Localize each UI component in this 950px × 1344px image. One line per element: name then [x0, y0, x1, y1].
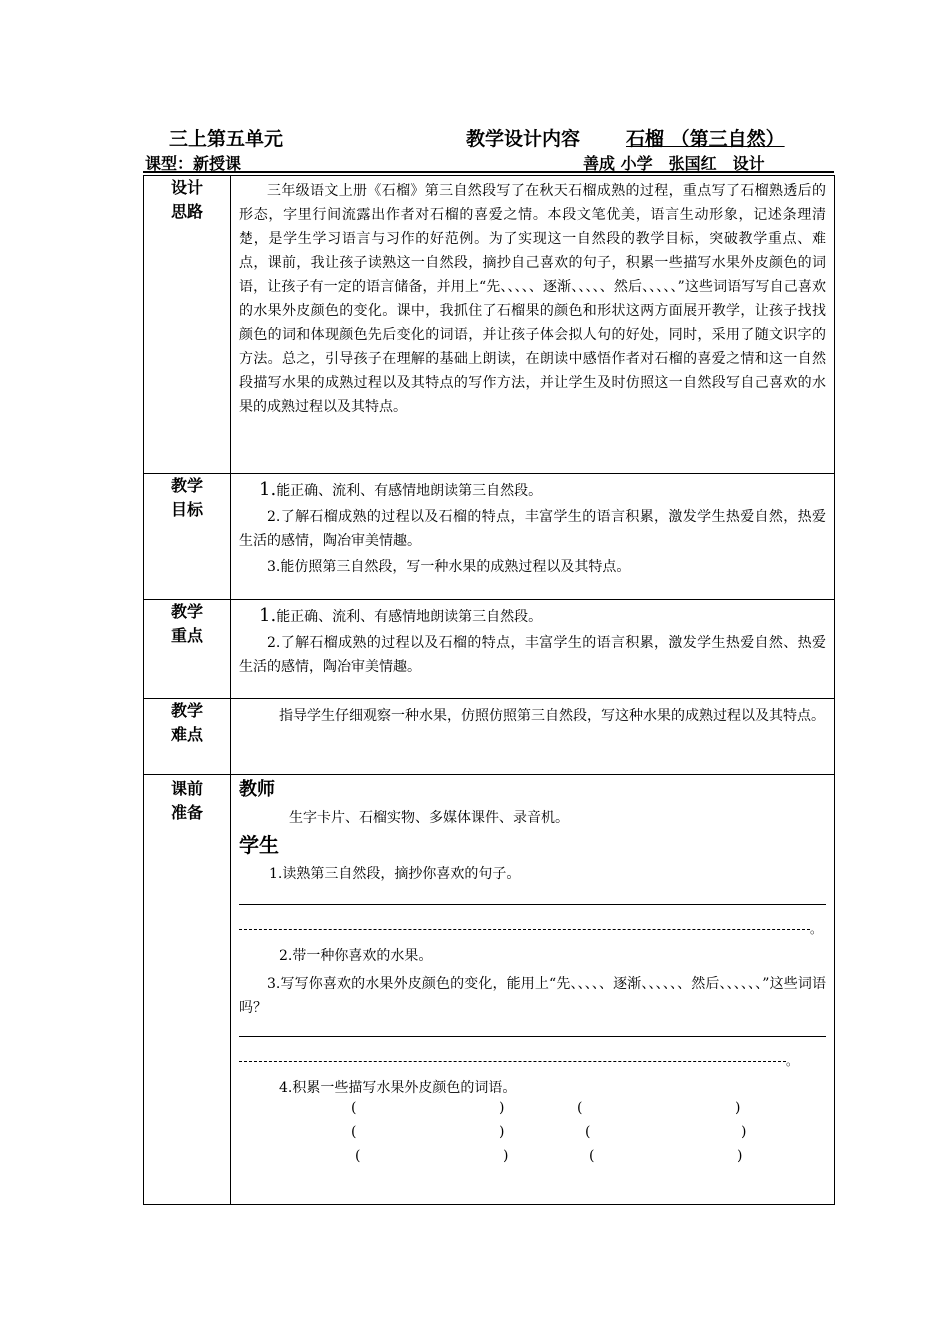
prep-content: [231, 775, 835, 1205]
header-separator: [143, 171, 834, 173]
designer: 善成 小学 张国红 设计: [583, 154, 765, 173]
content-label: 教学设计内容: [466, 128, 581, 150]
goal-item-2: 2.了解石榴成熟的过程以及石榴的特点，丰富学生的语言积累，激发学生热爱自然，热爱生活的感情，陶冶审美情趣。: [239, 509, 826, 549]
student-heading: 学生: [239, 833, 279, 857]
student-task-4: 4.积累一些描写水果外皮颜色的词语。: [279, 1080, 517, 1096]
difficulty-row: [144, 699, 835, 775]
answer-line-2: 。: [239, 929, 810, 930]
key-row: [144, 600, 835, 699]
goals-row: [144, 474, 835, 600]
goal-item-3: 3.能仿照第三自然段，写一种水果的成熟过程以及其特点。: [267, 559, 631, 575]
prep-label: 课前准备: [144, 775, 231, 1205]
goal-item-1: 1.能正确、流利、有感情地朗读第三自然段。: [259, 479, 543, 500]
unit-title: 三上第五单元: [169, 128, 284, 150]
paren-row-1: ( ) ( ): [351, 1100, 741, 1116]
key-item-2: 2.了解石榴成熟的过程以及石榴的特点，丰富学生的语言积累，激发学生热爱自然、热爱生活的感情，陶冶审美情趣。: [239, 635, 826, 675]
design-text: 三年级语文上册《石榴》第三自然段写了在秋天石榴成熟的过程，重点写了石榴熟透后的形态，字里行间流露出作者对石榴的喜爱之情。本段文笔优美，语言生动形象，记述条理清楚，是学生学习语言与习作的好范例。为了实现这一自然段的教学目标，突破教学重点、难点，课前，我让孩子读熟这一自然段，摘抄自己喜欢的句子，积累一些描写水果外皮颜色的词语，让孩子有一定的语言储备，并用上“先、、、、、逐渐、、、、、然后、、、、、”这些词语写写自己喜欢的水果外皮颜色的变化。课中，我抓住了石榴果的颜色和形状这两方面展开教学，让孩子找找颜色的词和体现颜色先后变化的词语，并让孩子体会拟人句的好处，同时，采用了随文识字的方法。总之，引导孩子在理解的基础上朗读，在朗读中感悟作者对石榴的喜爱之情和这一自然段描写水果的成熟过程以及其特点的写作方法，并让学生及时仿照这一自然段写自己喜欢的水果的成熟过程以及其特点。: [239, 183, 826, 415]
key-label: 教学重点: [144, 600, 231, 699]
lesson-title: 石榴 （第三自然）: [626, 128, 785, 150]
student-task-3: 3.写写你喜欢的水果外皮颜色的变化，能用上“先、、、、、逐渐、、、、、、然后、、、、、、”这些词语吗？: [239, 976, 826, 1016]
paren-row-3: ( ) ( ): [355, 1148, 743, 1164]
difficulty-text: 指导学生仔细观察一种水果，仿照仿照第三自然段，写这种水果的成熟过程以及其特点。: [279, 708, 825, 724]
design-label: 设计思路: [144, 176, 231, 474]
key-content: [231, 600, 835, 699]
key-item-1: 1.能正确、流利、有感情地朗读第三自然段。: [259, 605, 543, 626]
teacher-items: 生字卡片、石榴实物、多媒体课件、录音机。: [289, 810, 569, 826]
design-row: [144, 176, 835, 474]
difficulty-content: [231, 699, 835, 775]
design-content: [231, 176, 835, 474]
prep-row: [144, 775, 835, 1205]
teacher-heading: 教师: [239, 779, 275, 800]
course-type: 课型：新授课: [145, 154, 242, 173]
difficulty-label: 教学难点: [144, 699, 231, 775]
paren-row-2: ( ) ( ): [351, 1124, 747, 1140]
answer-line-4: 。: [239, 1061, 786, 1062]
goals-label: 教学目标: [144, 474, 231, 600]
student-task-2: 2.带一种你喜欢的水果。: [279, 948, 433, 964]
goals-content: [231, 474, 835, 600]
answer-line-3: [239, 1036, 826, 1037]
student-task-1: 1.读熟第三自然段，摘抄你喜欢的句子。: [269, 866, 521, 882]
lesson-plan-table: [143, 175, 835, 1205]
answer-line-1: [239, 904, 826, 905]
